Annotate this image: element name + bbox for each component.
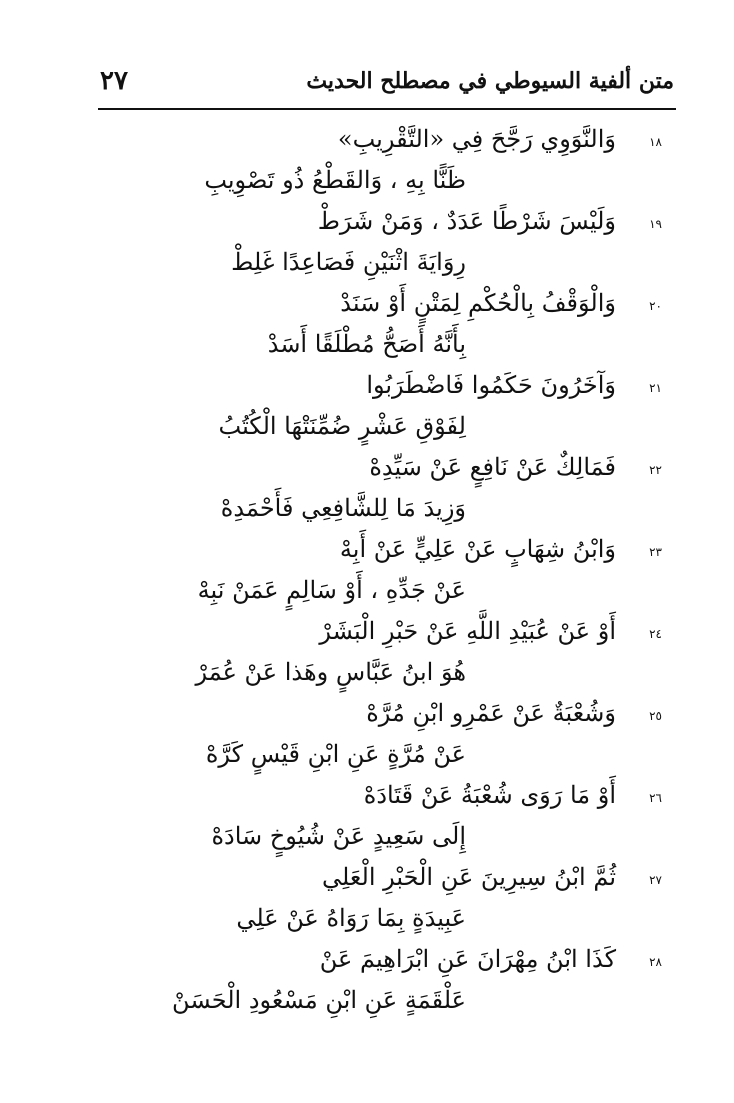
verse-second-hemistich: هُوَ ابنُ عَبَّاسٍ وهَذا عَنْ عُمَرْ	[195, 658, 466, 686]
verse-21-line-2	[0, 405, 734, 446]
header-title: متن ألفية السيوطي في مصطلح الحديث	[306, 68, 674, 94]
verse-first-hemistich: فَمَالِكٌ عَنْ نَافِعٍ عَنْ سَيِّدِهْ	[369, 453, 616, 481]
verse-first-hemistich: وَلَيْسَ شَرْطًا عَدَدٌ ، وَمَنْ شَرَطْ	[317, 207, 616, 235]
verse-25-line-1	[0, 692, 734, 733]
verse-19-line-2	[0, 241, 734, 282]
verse-first-hemistich: وَآخَرُونَ حَكَمُوا فَاضْطَرَبُوا	[366, 371, 616, 399]
header-rule	[98, 108, 676, 110]
verse-number: ٢١	[649, 381, 662, 395]
verse-27-line-2	[0, 897, 734, 938]
verse-number: ١٨	[649, 135, 662, 149]
verse-28-line-1	[0, 938, 734, 979]
verse-19-line-1	[0, 200, 734, 241]
verse-first-hemistich: وَشُعْبَةٌ عَنْ عَمْرِو ابْنِ مُرَّهْ	[366, 699, 616, 727]
verse-second-hemistich: عَنْ مُرَّةٍ عَنِ ابْنِ قَيْسٍ كَرَّهْ	[205, 740, 466, 768]
verse-second-hemistich: عَنْ جَدِّهِ ، أَوْ سَالِمٍ عَمَنْ نَبِهْ	[197, 576, 466, 604]
verse-23-line-2	[0, 569, 734, 610]
verse-second-hemistich: ظَنًّا بِهِ ، وَالقَطْعُ ذُو تَصْوِيبِ	[204, 166, 466, 194]
verse-second-hemistich: بِأَنَّهُ أَصَحُّ مُطْلَقًا أَسَدْ	[267, 330, 466, 358]
verse-second-hemistich: رِوَايَةَ اثْنَيْنِ فَصَاعِدًا غَلِطْ	[231, 248, 466, 276]
verse-first-hemistich: أَوْ مَا رَوَى شُعْبَةُ عَنْ قَتَادَهْ	[363, 781, 616, 809]
verse-25-line-2	[0, 733, 734, 774]
verse-number: ٢٨	[649, 955, 662, 969]
verse-23-line-1	[0, 528, 734, 569]
verse-first-hemistich: وَالنَّوَوِي رَجَّحَ فِي «التَّقْرِيبِ»	[337, 125, 616, 153]
verse-24-line-2	[0, 651, 734, 692]
verse-26-line-1	[0, 774, 734, 815]
verse-number: ٢٢	[649, 463, 662, 477]
verse-second-hemistich: وَزِيدَ مَا لِلشَّافِعِي فَأَحْمَدِهْ	[220, 494, 466, 522]
verse-22-line-1	[0, 446, 734, 487]
verse-26-line-2	[0, 815, 734, 856]
verse-18-line-1	[0, 118, 734, 159]
verse-first-hemistich: وَابْنُ شِهَابٍ عَنْ عَلِيٍّ عَنْ أَبِهْ	[339, 535, 616, 563]
verse-20-line-1	[0, 282, 734, 323]
verse-number: ١٩	[649, 217, 662, 231]
verse-second-hemistich: إِلَى سَعِيدٍ عَنْ شُيُوخٍ سَادَهْ	[211, 822, 466, 850]
verse-28-line-2	[0, 979, 734, 1020]
verse-number: ٢٠	[649, 299, 662, 313]
verse-second-hemistich: عَلْقَمَةٍ عَنِ ابْنِ مَسْعُودِ الْحَسَنْ	[172, 986, 466, 1014]
verse-first-hemistich: ثُمَّ ابْنُ سِيرِينَ عَنِ الْحَبْرِ الْعَلِي	[321, 863, 616, 891]
verse-24-line-1	[0, 610, 734, 651]
verse-second-hemistich: عَبِيدَةٍ بِمَا رَوَاهُ عَنْ عَلِي	[236, 904, 466, 932]
verse-number: ٢٣	[649, 545, 662, 559]
verse-first-hemistich: أَوْ عَنْ عُبَيْدِ اللَّهِ عَنْ حَبْرِ الْبَشَرْ	[319, 617, 616, 645]
verse-number: ٢٦	[649, 791, 662, 805]
verse-21-line-1	[0, 364, 734, 405]
verse-22-line-2	[0, 487, 734, 528]
verse-number: ٢٥	[649, 709, 662, 723]
verse-18-line-2	[0, 159, 734, 200]
poem-body	[0, 118, 734, 1020]
verse-first-hemistich: كَذَا ابْنُ مِهْرَانَ عَنِ ابْرَاهِيمَ عَنْ	[319, 945, 616, 973]
verse-27-line-1	[0, 856, 734, 897]
page-number: ٢٧	[100, 66, 128, 96]
verse-second-hemistich: لِفَوْقِ عَشْرٍ ضُمِّنَتْهَا الْكُتُبُ	[218, 412, 466, 440]
running-header	[100, 62, 674, 108]
verse-number: ٢٧	[649, 873, 662, 887]
verse-20-line-2	[0, 323, 734, 364]
verse-first-hemistich: وَالْوَقْفُ بِالْحُكْمِ لِمَتْنٍ أَوْ سَنَدْ	[340, 289, 616, 317]
verse-number: ٢٤	[649, 627, 662, 641]
